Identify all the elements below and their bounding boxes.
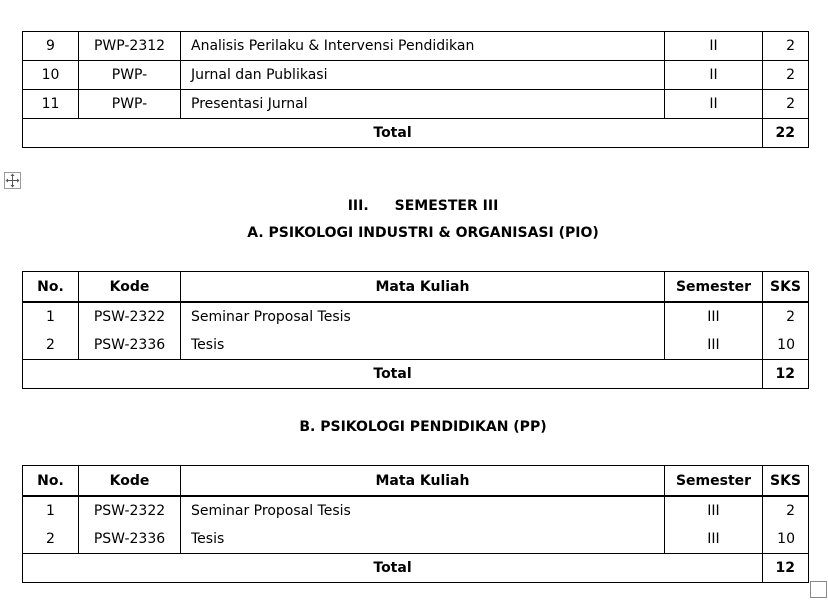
- semester-heading: [0, 198, 828, 214]
- table-row: [23, 302, 809, 331]
- row-no: 1: [23, 302, 79, 331]
- row-semester: III: [665, 496, 763, 525]
- row-sks: 2: [763, 496, 809, 525]
- course-table-pio: [22, 271, 809, 389]
- row-kode: PSW-2322: [79, 302, 181, 331]
- row-semester: III: [665, 302, 763, 331]
- row-mata-kuliah: Tesis: [181, 525, 665, 554]
- row-no: 2: [23, 331, 79, 360]
- row-kode: PWP-: [79, 90, 181, 119]
- row-no: 2: [23, 525, 79, 554]
- header-no: No.: [23, 272, 79, 303]
- row-mata-kuliah: Tesis: [181, 331, 665, 360]
- row-semester: II: [665, 32, 763, 61]
- table-row: [23, 525, 809, 554]
- row-sks: 2: [763, 302, 809, 331]
- course-table-pp: [22, 465, 809, 583]
- total-row: [23, 119, 809, 148]
- header-no: No.: [23, 466, 79, 497]
- table-row: [23, 90, 809, 119]
- row-kode: PWP-: [79, 61, 181, 90]
- section-a-title: A. PSIKOLOGI INDUSTRI & ORGANISASI (PIO): [247, 225, 599, 241]
- row-kode: PSW-2336: [79, 331, 181, 360]
- row-mata-kuliah: Seminar Proposal Tesis: [181, 496, 665, 525]
- row-kode: PWP-2312: [79, 32, 181, 61]
- table-row: [23, 331, 809, 360]
- row-sks: 10: [763, 525, 809, 554]
- table-header-row: [23, 272, 809, 303]
- total-label: Total: [23, 119, 763, 148]
- row-mata-kuliah: Presentasi Jurnal: [181, 90, 665, 119]
- total-value: 12: [763, 360, 809, 389]
- row-sks: 2: [763, 32, 809, 61]
- row-no: 9: [23, 32, 79, 61]
- total-row: [23, 554, 809, 583]
- row-mata-kuliah: Seminar Proposal Tesis: [181, 302, 665, 331]
- row-kode: PSW-2336: [79, 525, 181, 554]
- header-sks: SKS: [763, 272, 809, 303]
- row-semester: III: [665, 525, 763, 554]
- row-kode: PSW-2322: [79, 496, 181, 525]
- table-resize-icon[interactable]: [810, 581, 827, 598]
- total-label: Total: [23, 360, 763, 389]
- row-no: 1: [23, 496, 79, 525]
- header-semester: Semester: [665, 272, 763, 303]
- row-mata-kuliah: Analisis Perilaku & Intervensi Pendidikan: [181, 32, 665, 61]
- total-value: 22: [763, 119, 809, 148]
- row-semester: II: [665, 61, 763, 90]
- section-b-title: B. PSIKOLOGI PENDIDIKAN (PP): [299, 419, 547, 435]
- row-semester: III: [665, 331, 763, 360]
- header-semester: Semester: [665, 466, 763, 497]
- total-label: Total: [23, 554, 763, 583]
- row-sks: 10: [763, 331, 809, 360]
- semester-numeral: III.: [347, 198, 369, 214]
- header-mata-kuliah: Mata Kuliah: [181, 272, 665, 303]
- table-move-icon[interactable]: [4, 172, 21, 189]
- row-sks: 2: [763, 61, 809, 90]
- course-table-semester-2: [22, 31, 809, 148]
- header-mata-kuliah: Mata Kuliah: [181, 466, 665, 497]
- total-row: [23, 360, 809, 389]
- total-value: 12: [763, 554, 809, 583]
- table-row: [23, 32, 809, 61]
- header-kode: Kode: [79, 272, 181, 303]
- table-header-row: [23, 466, 809, 497]
- semester-title: SEMESTER III: [394, 198, 499, 214]
- row-mata-kuliah: Jurnal dan Publikasi: [181, 61, 665, 90]
- table-row: [23, 61, 809, 90]
- header-sks: SKS: [763, 466, 809, 497]
- row-no: 11: [23, 90, 79, 119]
- table-row: [23, 496, 809, 525]
- row-semester: II: [665, 90, 763, 119]
- row-no: 10: [23, 61, 79, 90]
- row-sks: 2: [763, 90, 809, 119]
- header-kode: Kode: [79, 466, 181, 497]
